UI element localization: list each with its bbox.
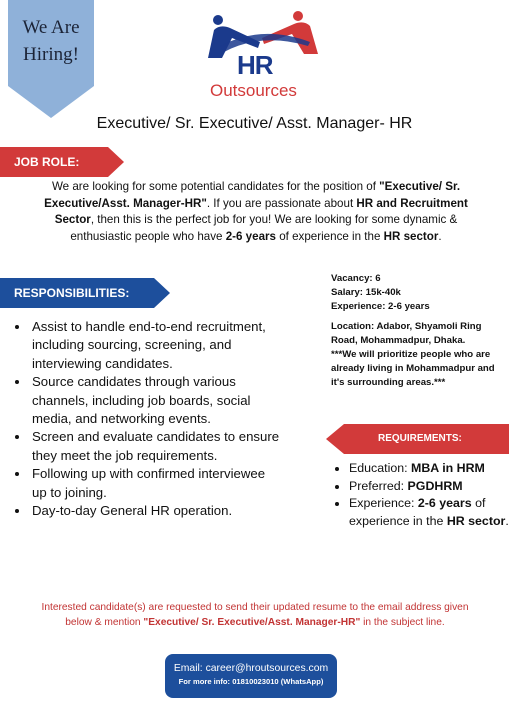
text-segment: of experience in the (275, 229, 384, 243)
requirement-label: Experience: (349, 496, 418, 510)
list-item: • Source candidates through various channels, including job boards, social media, and networking events. (30, 373, 280, 428)
list-item (349, 495, 509, 530)
responsibilities-label: RESPONSIBILITIES: (14, 286, 130, 300)
contact-email[interactable]: Email: career@hroutsources.com (173, 663, 329, 674)
requirements-list (333, 460, 509, 530)
job-role-label: JOB ROLE: (14, 155, 80, 169)
text-segment: , then this is the perfect job for you! We are looking for some dynamic & enthusiastic people who have (70, 213, 458, 243)
apply-instructions (40, 600, 470, 630)
badge-line-2: Hiring! (23, 44, 79, 65)
company-logo (200, 6, 324, 102)
requirements-banner (326, 424, 509, 454)
requirement-value: HR sector (446, 513, 506, 528)
logo-hr-text: HR (237, 50, 273, 80)
requirement-value: PGDHRM (407, 478, 463, 493)
requirement-text: of experience in the (349, 496, 486, 528)
text-segment: We are looking for some potential candidates for the position of (51, 180, 380, 193)
badge-line-1: We Are (22, 17, 80, 38)
contact-box (165, 654, 337, 698)
list-item: • Assist to handle end-to-end recruitment, including sourcing, screening, and interviewing candidates. (30, 318, 280, 373)
location-text: Location: Adabor, Shyamoli Ring Road, Mohammadpur, Dhaka. (331, 321, 482, 346)
text-segment: . If you are passionate about (206, 196, 357, 210)
requirement-label: Preferred: (349, 478, 408, 493)
text-segment: 2-6 years (225, 229, 276, 243)
job-details (331, 272, 501, 390)
text-segment: "Executive/ Sr. Executive/Asst. Manager-HR" (143, 617, 361, 628)
hiring-badge-text (8, 14, 94, 68)
text-segment: . (438, 229, 442, 243)
list-item: • Screen and evaluate candidates to ensure they meet the job requirements. (30, 428, 280, 465)
list-item (349, 460, 509, 478)
requirement-text: . (505, 513, 509, 528)
list-item: • Following up with confirmed interviewee up to joining. (30, 465, 280, 502)
list-item (349, 478, 509, 496)
vacancy-text: Vacancy: 6 (331, 273, 381, 284)
intro-paragraph (26, 179, 486, 245)
priority-note: ***We will prioritize people who are already living in Mohammadpur and it's surrounding areas.*** (331, 349, 495, 388)
job-title: Executive/ Sr. Executive/ Asst. Manager- HR (96, 115, 413, 132)
text-segment: Interested candidate(s) are requested to send their updated resume to the email address given below & mention (41, 602, 469, 628)
requirement-value: 2-6 years (417, 496, 472, 510)
requirements-label: REQUIREMENTS: (378, 433, 462, 444)
requirement-value: MBA in HRM (411, 461, 485, 475)
contact-phone[interactable]: For more info: 01810023010 (WhatsApp) (178, 677, 324, 686)
list-item: • Day-to-day General HR operation. (30, 502, 280, 520)
responsibilities-list (12, 318, 280, 520)
hiring-ribbon (8, 0, 94, 118)
experience-text: Experience: 2-6 years (331, 301, 430, 312)
text-segment: HR sector (383, 229, 439, 243)
text-segment: in the subject line. (360, 617, 445, 628)
salary-text: Salary: 15k-40k (331, 287, 401, 298)
text-segment: HR and Recruitment Sector (54, 196, 468, 226)
job-role-banner (0, 147, 126, 177)
text-segment: "Executive/ Sr. Executive/Asst. Manager-HR" (44, 180, 461, 210)
logo-outsources-text: Outsources (210, 81, 297, 100)
requirement-label: Education: (349, 461, 411, 475)
responsibilities-banner (0, 278, 172, 308)
